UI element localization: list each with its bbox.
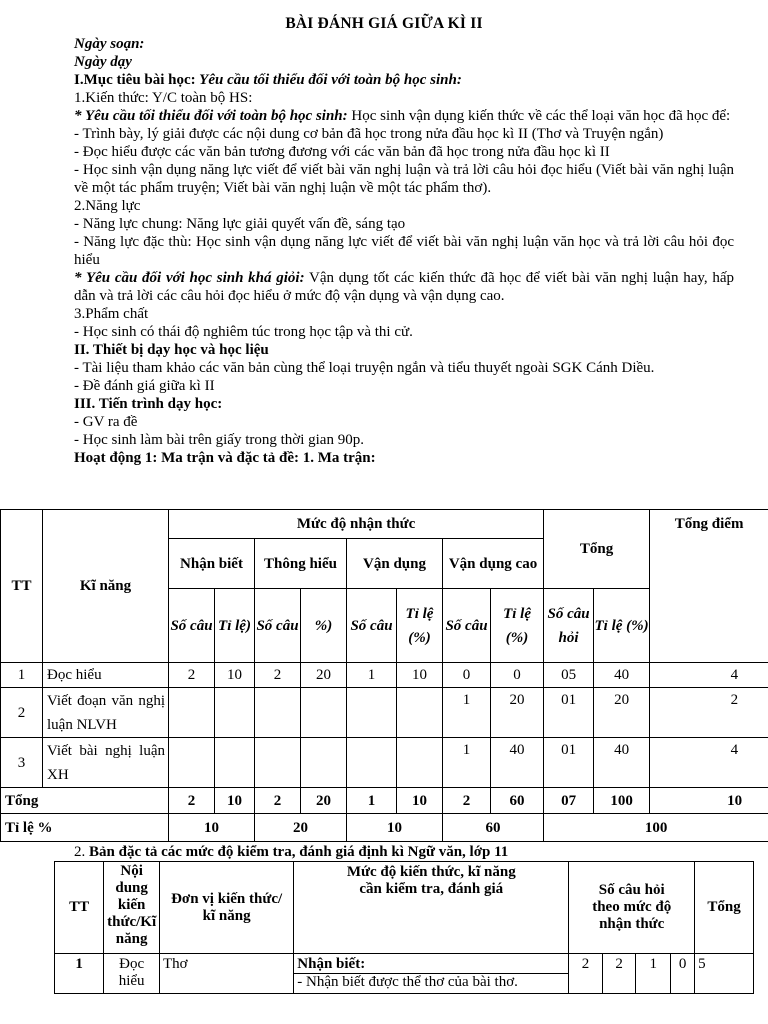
- row-value: 2: [255, 663, 301, 688]
- ratio-value: 10: [169, 814, 255, 842]
- row-score: 4: [650, 663, 768, 688]
- section3-heading: III. Tiến trình dạy học:: [74, 396, 223, 412]
- row-value: 0: [443, 663, 491, 688]
- spec-count: 2: [569, 954, 603, 994]
- total-value: 100: [594, 788, 650, 814]
- specification-table: [54, 861, 754, 994]
- knowledge-bullet: - Trình bày, lý giải được các nội dung cơ bản đã học trong nửa đầu học kì II (Thơ và Truyện ngắn): [74, 126, 664, 142]
- row-value: [347, 688, 397, 738]
- row-tt: 2: [1, 688, 43, 738]
- total-value: 07: [544, 788, 594, 814]
- quality-heading: 3.Phẩm chất: [74, 306, 149, 322]
- quality-bullet: - Học sinh có thái độ nghiêm túc trong học tập và thi cử.: [74, 324, 413, 340]
- row-skill: Đọc hiểu: [43, 663, 169, 688]
- table-row: [1, 738, 768, 788]
- row-value: [169, 688, 215, 738]
- advanced-requirement: * Yêu cầu đối với học sinh khá giỏi: Vận dụng tốt các kiến thức đã học để viết bài văn nghị luận hay, hấp dẫn và trả lời các câu hỏi đọc hiểu ở mức độ vận dụng và vận dụng cao.: [74, 270, 735, 304]
- knowledge-line: 1.Kiến thức: Y/C toàn bộ HS:: [74, 90, 253, 106]
- row-value: 01: [544, 688, 594, 738]
- ratio-value: 20: [255, 814, 347, 842]
- total-value: 60: [491, 788, 544, 814]
- total-label: Tổng: [1, 788, 169, 814]
- ratio-total: 100: [544, 814, 768, 842]
- competence-heading: 2.Năng lực: [74, 198, 141, 214]
- spec-row-level: [294, 954, 569, 994]
- knowledge-bullet: - Học sinh vận dụng năng lực viết để viết bài văn nghị luận và trả lời câu hỏi đọc hiểu (Viết bài văn nghị luận về một tác phẩm truyện; Viết bài văn nghị luận về một tác phẩm thơ).: [74, 162, 734, 196]
- material-bullet: - Tài liệu tham khảo các văn bản cùng thể loại truyện ngắn và tiểu thuyết ngoài SGK Cánh Diều.: [74, 360, 655, 376]
- header-total: Tổng: [544, 510, 650, 589]
- ratio-label: Tỉ lệ %: [1, 814, 169, 842]
- row-value: 20: [491, 688, 544, 738]
- row-value: 40: [594, 738, 650, 788]
- subheader-cell: Tỉ lệ (%): [397, 589, 443, 663]
- prep-date: Ngày soạn:: [74, 36, 145, 52]
- spec-header-tt: TT: [55, 862, 104, 954]
- header-total-score: Tổng điểm: [650, 510, 768, 663]
- competence-bullet: - Năng lực đặc thù: Học sinh vận dụng năng lực viết để viết bài văn nghị luận văn học và trả lời câu hỏi đọc hiểu: [74, 234, 734, 268]
- row-value: [169, 738, 215, 788]
- header-tt: TT: [1, 510, 43, 663]
- total-score: 10: [650, 788, 768, 814]
- header-level-apply: Vận dụng: [347, 539, 443, 589]
- total-value: 2: [255, 788, 301, 814]
- header-level-recognize: Nhận biết: [169, 539, 255, 589]
- subheader-cell: Tỉ lệ (%): [491, 589, 544, 663]
- row-tt: 1: [1, 663, 43, 688]
- section2-heading: II. Thiết bị dạy học và học liệu: [74, 342, 269, 358]
- subheader-cell: %): [301, 589, 347, 663]
- ratio-value: 10: [347, 814, 443, 842]
- subheader-cell: Số câu: [255, 589, 301, 663]
- document-title: BÀI ĐÁNH GIÁ GIỮA KÌ II: [285, 15, 483, 32]
- row-skill: Viết đoạn văn nghị luận NLVH: [43, 688, 169, 738]
- total-value: 10: [397, 788, 443, 814]
- header-skill: Kĩ năng: [43, 510, 169, 663]
- row-value: 1: [443, 688, 491, 738]
- total-value: 20: [301, 788, 347, 814]
- table-row: [1, 688, 768, 738]
- row-value: 2: [169, 663, 215, 688]
- row-tt: 3: [1, 738, 43, 788]
- activity-heading: Hoạt động 1: Ma trận và đặc tả đề: 1. Ma trận:: [74, 450, 376, 466]
- row-value: [301, 688, 347, 738]
- subheader-cell: Số câu: [443, 589, 491, 663]
- spec-row-tt: 1: [55, 954, 104, 994]
- header-level-understand: Thông hiểu: [255, 539, 347, 589]
- spec-count: 1: [636, 954, 671, 994]
- row-value: 0: [491, 663, 544, 688]
- row-value: 1: [347, 663, 397, 688]
- total-value: 1: [347, 788, 397, 814]
- subheader-cell: Tỉ lệ (%): [594, 589, 650, 663]
- spec-header-unit: Đơn vị kiến thức/ kĩ năng: [159, 862, 293, 954]
- subheader-cell: Tỉ lệ): [215, 589, 255, 663]
- spec-header-content: Nội dung kiến thức/Kĩ năng: [104, 862, 160, 954]
- row-skill: Viết bài nghị luận XH: [43, 738, 169, 788]
- row-value: [255, 688, 301, 738]
- spec-count: 2: [602, 954, 636, 994]
- total-value: 10: [215, 788, 255, 814]
- total-value: 2: [443, 788, 491, 814]
- row-value: [215, 688, 255, 738]
- header-level-apply-high: Vận dụng cao: [443, 539, 544, 589]
- lesson-body: [74, 35, 734, 467]
- row-score: 2: [650, 688, 768, 738]
- process-bullet: - GV ra đề: [74, 414, 138, 430]
- subheader-cell: Số câu hỏi: [544, 589, 594, 663]
- table-row: [55, 954, 754, 994]
- spec-row-total: 5: [695, 954, 754, 994]
- row-value: 10: [215, 663, 255, 688]
- header-cognitive-level: Mức độ nhận thức: [169, 510, 544, 539]
- knowledge-bullet: - Đọc hiểu được các văn bản tương đương với các văn bản đã học trong nửa đầu học kì II: [74, 144, 610, 160]
- row-value: [397, 738, 443, 788]
- row-score: 4: [650, 738, 768, 788]
- spec-row-content: Đọc hiểu: [104, 954, 160, 994]
- spec-recognize-text: - Nhận biết được thể thơ của bài thơ.: [294, 973, 568, 991]
- total-value: 2: [169, 788, 215, 814]
- total-row: [1, 788, 768, 814]
- row-value: [255, 738, 301, 788]
- row-value: 20: [594, 688, 650, 738]
- teach-date: Ngày dạy: [74, 54, 132, 70]
- row-value: [397, 688, 443, 738]
- section1-heading: I.Mục tiêu bài học: Yêu cầu tối thiểu đối với toàn bộ học sinh:: [74, 72, 462, 88]
- row-value: 40: [491, 738, 544, 788]
- competence-bullet: - Năng lực chung: Năng lực giải quyết vấn đề, sáng tạo: [74, 216, 406, 232]
- process-bullet: - Học sinh làm bài trên giấy trong thời gian 90p.: [74, 432, 364, 448]
- spec-header-level: Mức độ kiến thức, kĩ năng cần kiểm tra, đánh giá: [294, 862, 569, 954]
- row-value: 1: [443, 738, 491, 788]
- row-value: 10: [397, 663, 443, 688]
- spec-recognize-label: Nhận biết:: [297, 956, 366, 972]
- spec-header-question-count: Số câu hỏi theo mức độ nhận thức: [569, 862, 695, 954]
- subheader-cell: Số câu: [169, 589, 215, 663]
- spec-row-unit: Thơ: [159, 954, 293, 994]
- row-value: 01: [544, 738, 594, 788]
- row-value: 40: [594, 663, 650, 688]
- spec-count: 0: [671, 954, 695, 994]
- row-value: [215, 738, 255, 788]
- ratio-value: 60: [443, 814, 544, 842]
- spec-caption: 2. Bản đặc tả các mức độ kiểm tra, đánh giá định kì Ngữ văn, lớp 11: [74, 844, 509, 860]
- ratio-row: [1, 814, 768, 842]
- row-value: 05: [544, 663, 594, 688]
- min-requirement: * Yêu cầu tối thiểu đối với toàn bộ học sinh: Học sinh vận dụng kiến thức về các thể loại văn học đã học để:: [74, 108, 731, 124]
- spec-header-total: Tổng: [695, 862, 754, 954]
- row-value: [347, 738, 397, 788]
- assessment-matrix-table: [0, 509, 768, 842]
- subheader-cell: Số câu: [347, 589, 397, 663]
- material-bullet: - Đề đánh giá giữa kì II: [74, 378, 215, 394]
- table-row: [1, 663, 768, 688]
- row-value: [301, 738, 347, 788]
- row-value: 20: [301, 663, 347, 688]
